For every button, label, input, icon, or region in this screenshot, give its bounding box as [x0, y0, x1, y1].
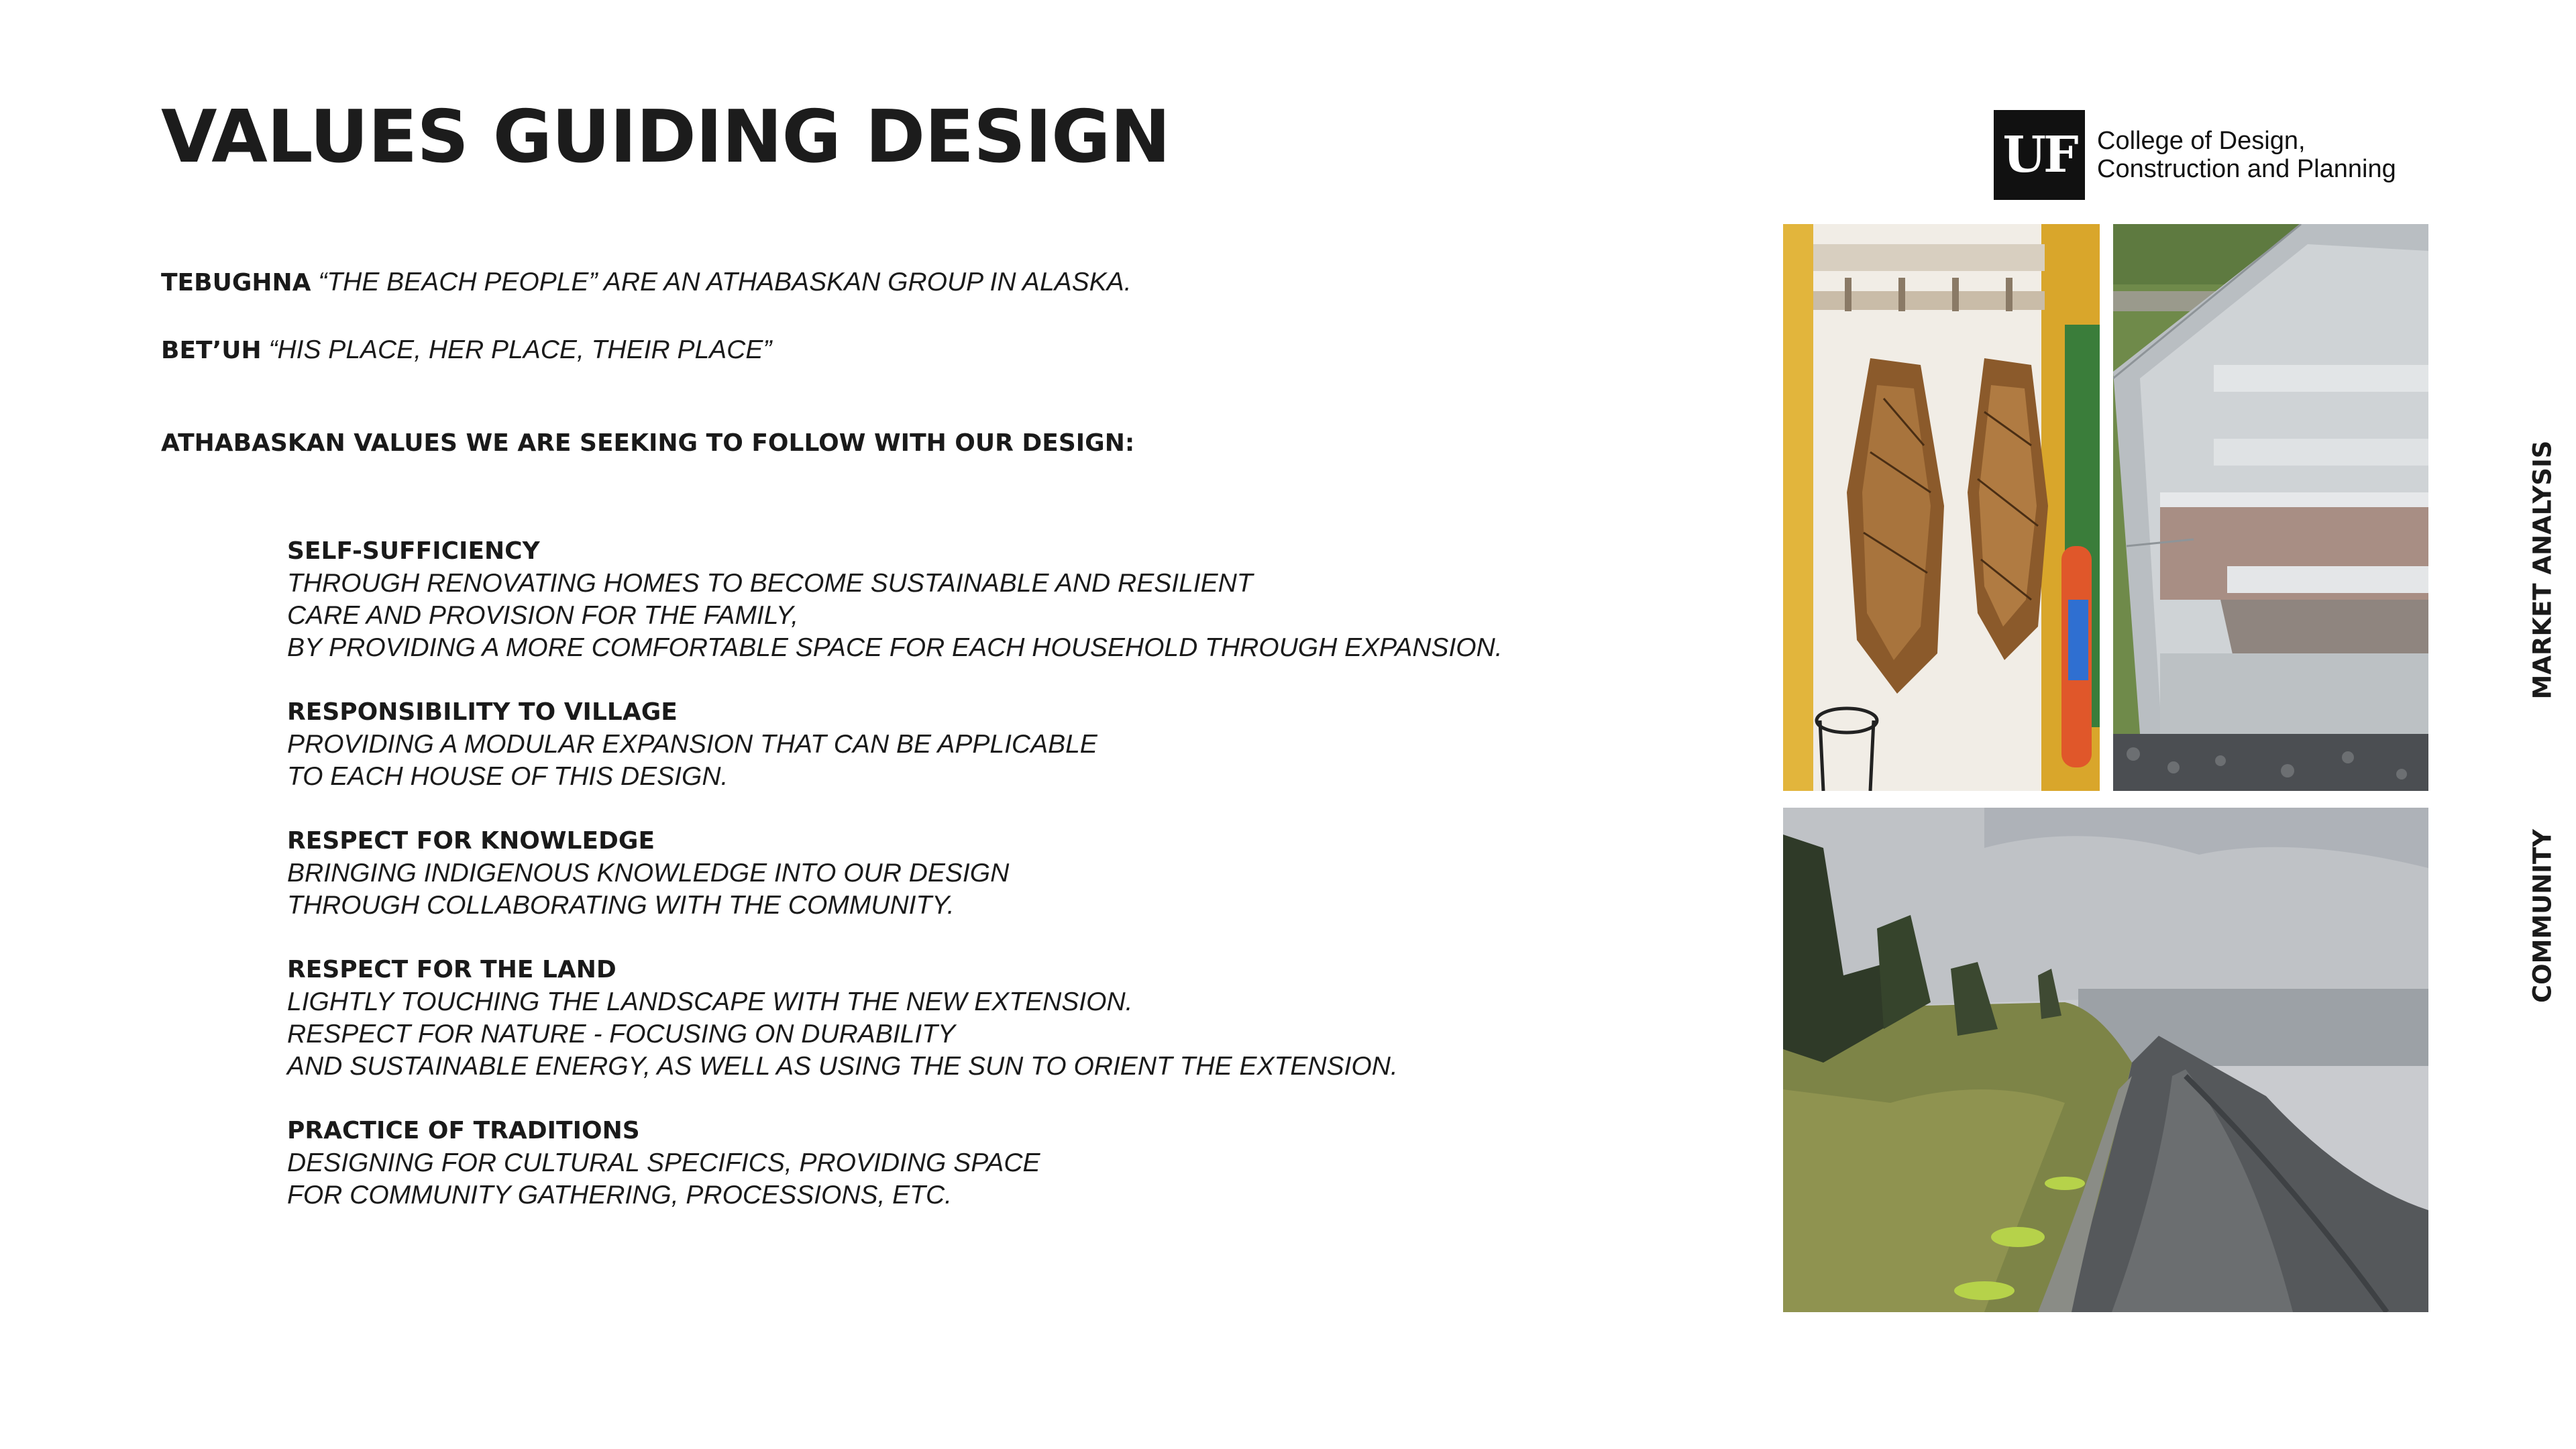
value-responsibility-to-village	[287, 696, 1595, 793]
value-title: PRACTICE OF TRADITIONS	[287, 1117, 640, 1144]
value-title: RESPECT FOR KNOWLEDGE	[287, 827, 655, 855]
college-name-line: Construction and Planning	[2097, 155, 2396, 183]
value-description-line: FOR COMMUNITY GATHERING, PROCESSIONS, ETC.	[287, 1181, 952, 1210]
value-description-line: BY PROVIDING A MORE COMFORTABLE SPACE FOR EACH HOUSEHOLD THROUGH EXPANSION.	[287, 633, 1503, 662]
value-description-line: LIGHTLY TOUCHING THE LANDSCAPE WITH THE NEW EXTENSION.	[287, 987, 1133, 1016]
value-practice-of-traditions	[287, 1115, 1595, 1212]
value-respect-for-the-land	[287, 954, 1595, 1083]
value-description-line: AND SUSTAINABLE ENERGY, AS WELL AS USING THE SUN TO ORIENT THE EXTENSION.	[287, 1052, 1398, 1081]
definition-text: “HIS PLACE, HER PLACE, THEIR PLACE”	[268, 335, 772, 364]
value-description-line: CARE AND PROVISION FOR THE FAMILY,	[287, 601, 799, 630]
side-label-market-analysis: MARKET ANALYSIS	[2528, 440, 2557, 700]
values-list	[287, 535, 1595, 1244]
dried-plant-bundles-photo	[1783, 224, 2100, 791]
value-description-line: THROUGH COLLABORATING WITH THE COMMUNITY.	[287, 891, 955, 920]
values-heading: ATHABASKAN VALUES WE ARE SEEKING TO FOLLOW WITH OUR DESIGN:	[161, 429, 1135, 457]
intro-definitions	[161, 267, 1132, 402]
value-title: RESPONSIBILITY TO VILLAGE	[287, 698, 678, 726]
side-label-community: COMMUNITY	[2528, 828, 2557, 1004]
uf-logo-mark: UF	[1994, 110, 2085, 200]
aluminum-boat-photo	[2113, 224, 2428, 791]
value-title: RESPECT FOR THE LAND	[287, 956, 616, 983]
value-description-line: BRINGING INDIGENOUS KNOWLEDGE INTO OUR DESIGN	[287, 859, 1010, 888]
value-description-line: PROVIDING A MODULAR EXPANSION THAT CAN BE APPLICABLE	[287, 730, 1097, 759]
uf-logo	[1994, 110, 2396, 200]
page-title: VALUES GUIDING DESIGN	[161, 95, 1171, 179]
value-description-line: TO EACH HOUSE OF THIS DESIGN.	[287, 762, 729, 791]
definition-term: BET’UH	[161, 336, 262, 364]
value-respect-for-knowledge	[287, 825, 1595, 922]
value-description-line: DESIGNING FOR CULTURAL SPECIFICS, PROVIDING SPACE	[287, 1148, 1040, 1177]
definition-term: TEBUGHNA	[161, 269, 311, 297]
college-name	[2097, 127, 2396, 183]
definition-betuh	[161, 335, 1132, 366]
college-name-line: College of Design,	[2097, 127, 2306, 155]
value-title: SELF-SUFFICIENCY	[287, 537, 540, 565]
value-description-line: RESPECT FOR NATURE - FOCUSING ON DURABILITY	[287, 1020, 956, 1049]
definition-tebughna	[161, 267, 1132, 299]
value-description-line: THROUGH RENOVATING HOMES TO BECOME SUSTAINABLE AND RESILIENT	[287, 569, 1253, 598]
beach-shoreline-photo	[1783, 808, 2428, 1312]
value-self-sufficiency	[287, 535, 1595, 664]
definition-text: “THE BEACH PEOPLE” ARE AN ATHABASKAN GROUP IN ALASKA.	[318, 268, 1132, 297]
